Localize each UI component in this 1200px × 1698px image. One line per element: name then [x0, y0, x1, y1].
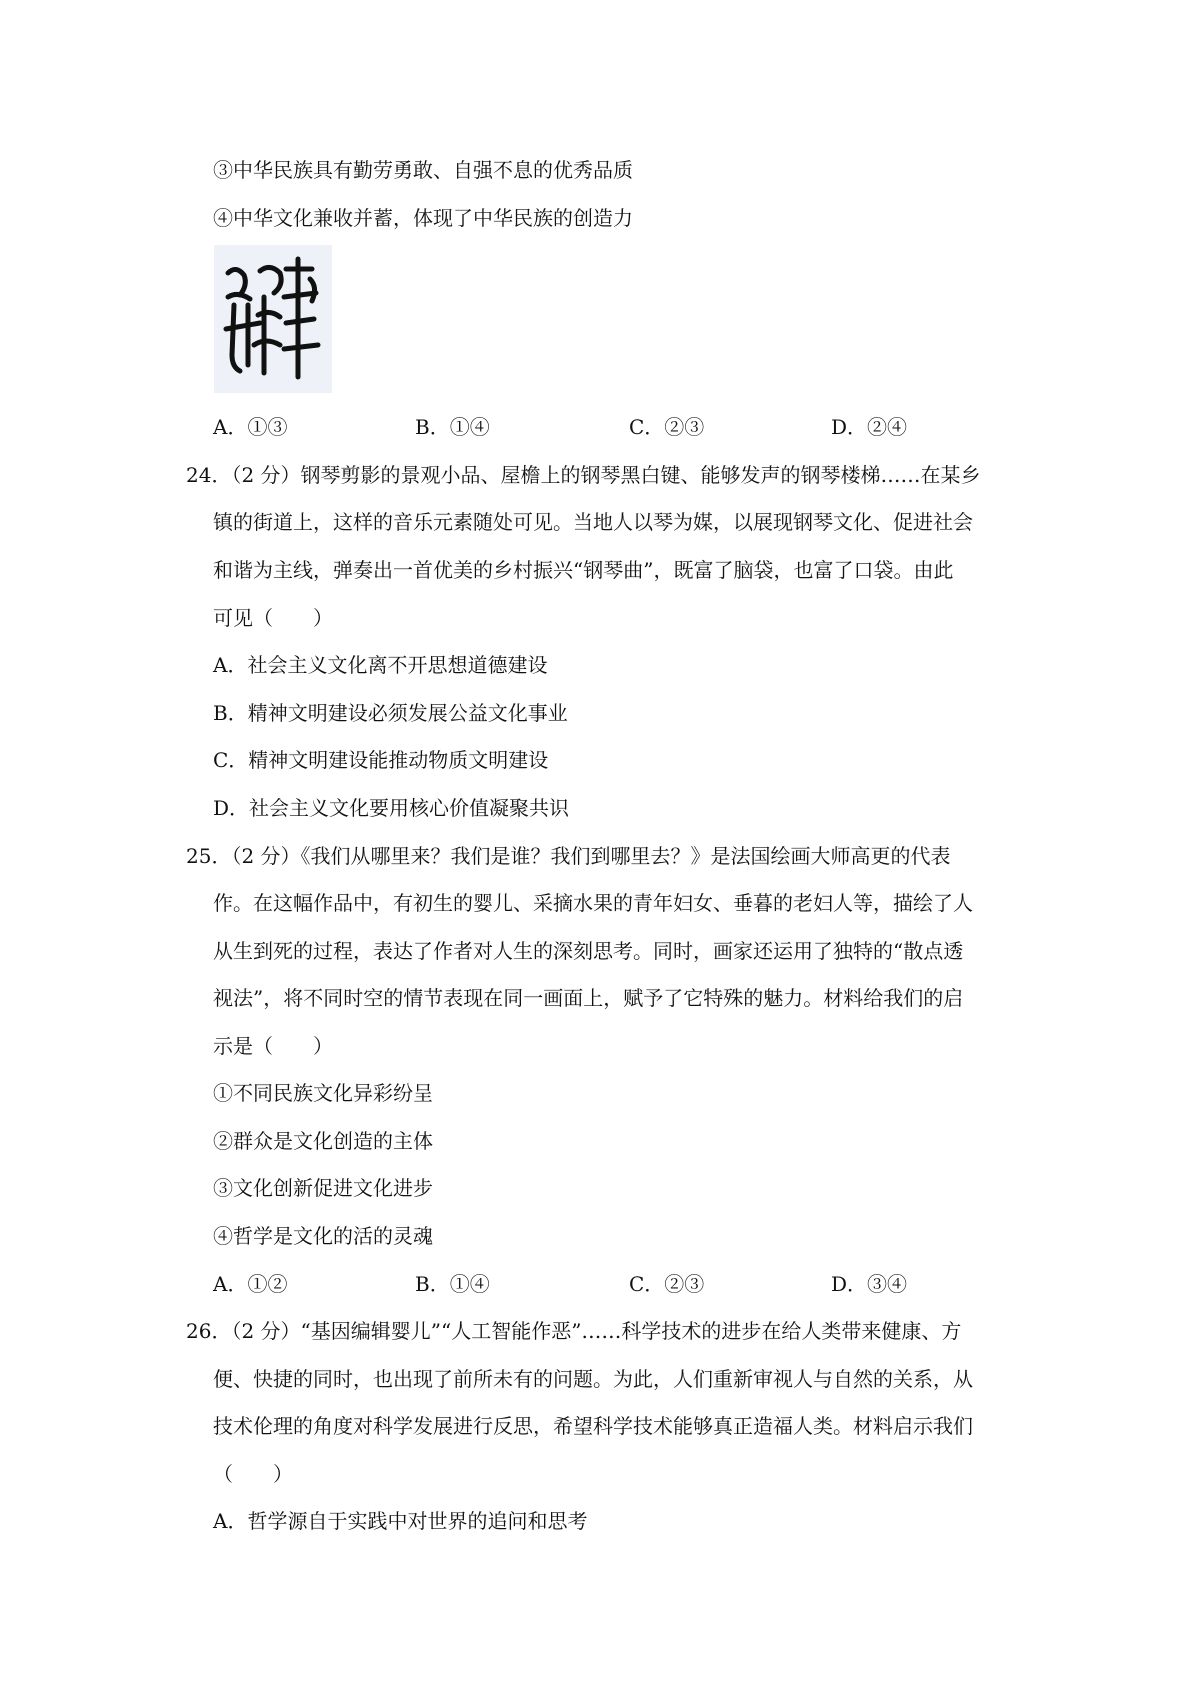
q23-options — [213, 415, 973, 439]
q24-stem-line-3: 和谐为主线，弹奏出一首优美的乡村振兴“钢琴曲”，既富了脑袋，也富了口袋。由此 — [213, 558, 954, 582]
q25-statement-1: ①不同民族文化异彩纷呈 — [213, 1081, 433, 1105]
q24-option-d[interactable]: D．社会主义文化要用核心价值凝聚共识 — [213, 796, 570, 820]
q24-stem-line-2: 镇的街道上，这样的音乐元素随处可见。当地人以琴为媒，以展现钢琴文化、促进社会 — [213, 510, 973, 534]
q25-option-b[interactable]: B．①④ — [415, 1272, 490, 1296]
seal-script-image — [214, 245, 332, 393]
q23-option-d[interactable]: D．②④ — [831, 415, 908, 439]
q24-option-b[interactable]: B．精神文明建设必须发展公益文化事业 — [213, 701, 568, 725]
q24-stem-line-1: 24．（2 分）钢琴剪影的景观小品、屋檐上的钢琴黑白键、能够发声的钢琴楼梯……在某乡 — [186, 463, 981, 487]
q26-option-a[interactable]: A．哲学源自于实践中对世界的追问和思考 — [213, 1509, 588, 1533]
q25-stem-line-4: 视法”，将不同时空的情节表现在同一画面上，赋予了它特殊的魅力。材料给我们的启 — [213, 986, 964, 1010]
q26-stem-line-1: 26．（2 分）“基因编辑婴儿”“人工智能作恶”……科学技术的进步在给人类带来健康、方 — [186, 1319, 962, 1343]
q24-option-c[interactable]: C．精神文明建设能推动物质文明建设 — [213, 748, 549, 772]
q25-stem-line-5: 示是（ ） — [213, 1034, 333, 1058]
q25-option-a[interactable]: A．①② — [213, 1272, 288, 1296]
q25-options — [213, 1272, 973, 1296]
q26-stem-line-3: 技术伦理的角度对科学发展进行反思，希望科学技术能够真正造福人类。材料启示我们 — [213, 1414, 973, 1438]
q25-statement-3: ③文化创新促进文化进步 — [213, 1176, 433, 1200]
q23-option-c[interactable]: C．②③ — [629, 415, 705, 439]
q25-statement-2: ②群众是文化创造的主体 — [213, 1129, 433, 1153]
q23-statement-3: ③中华民族具有勤劳勇敢、自强不息的优秀品质 — [213, 158, 633, 182]
q24-option-a[interactable]: A．社会主义文化离不开思想道德建设 — [213, 653, 548, 677]
q25-option-d[interactable]: D．③④ — [831, 1272, 908, 1296]
q23-option-b[interactable]: B．①④ — [415, 415, 490, 439]
q24-stem-line-4: 可见（ ） — [213, 606, 333, 630]
q25-stem-line-2: 作。在这幅作品中，有初生的婴儿、采摘水果的青年妇女、垂暮的老妇人等，描绘了人 — [213, 891, 973, 915]
seal-script-glyph — [214, 245, 332, 393]
q23-option-a[interactable]: A．①③ — [213, 415, 288, 439]
q25-statement-4: ④哲学是文化的活的灵魂 — [213, 1224, 433, 1248]
q25-stem-line-1: 25．（2 分）《我们从哪里来？我们是谁？我们到哪里去？》是法国绘画大师高更的代表 — [186, 844, 951, 868]
q26-stem-line-4: （ ） — [213, 1462, 293, 1486]
q25-stem-line-3: 从生到死的过程，表达了作者对人生的深刻思考。同时，画家还运用了独特的“散点透 — [213, 939, 964, 963]
q26-stem-line-2: 便、快捷的同时，也出现了前所未有的问题。为此，人们重新审视人与自然的关系，从 — [213, 1367, 973, 1391]
q23-statement-4: ④中华文化兼收并蓄，体现了中华民族的创造力 — [213, 206, 633, 230]
q25-option-c[interactable]: C．②③ — [629, 1272, 705, 1296]
